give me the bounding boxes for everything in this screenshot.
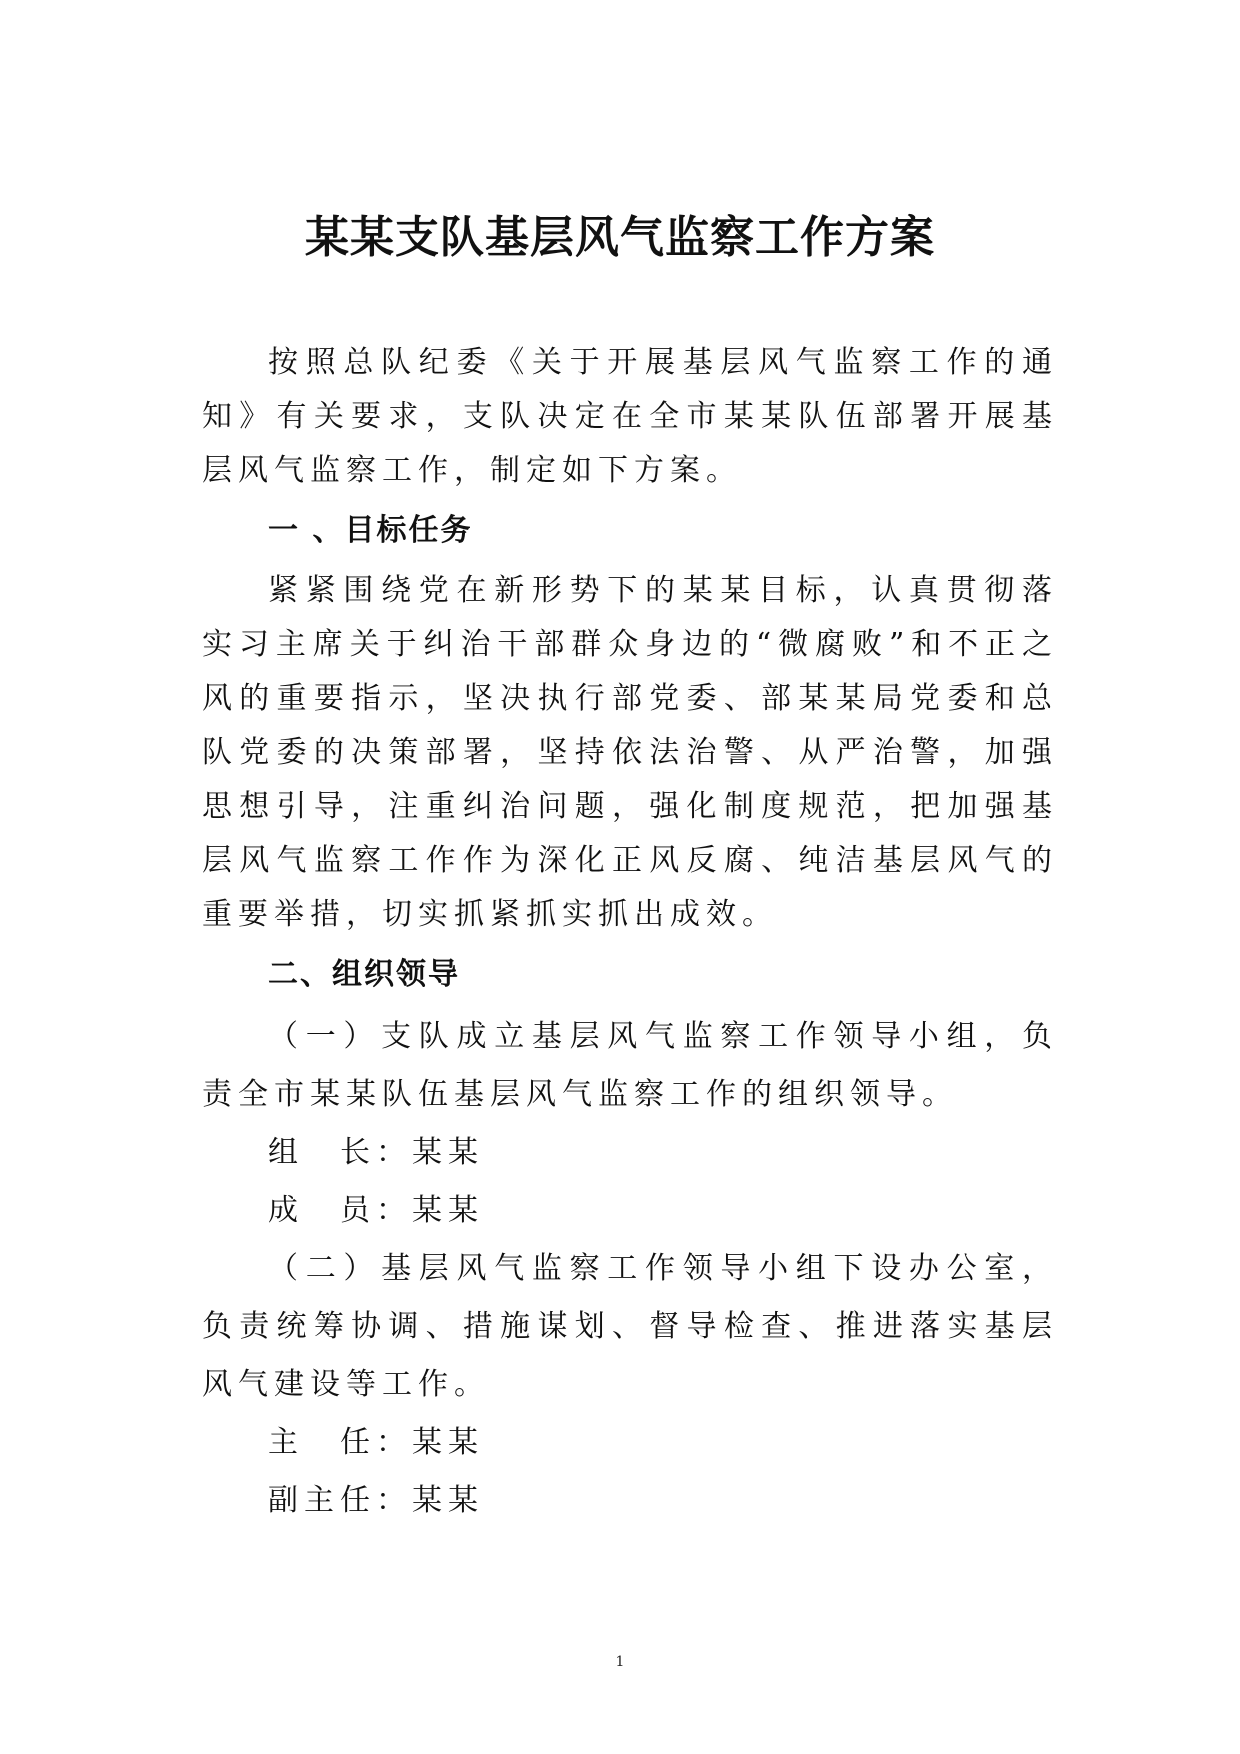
section-heading-goals: 一 、目标任务 — [268, 513, 473, 548]
organization-item-2: （二）基层风气监察工作领导小组下设办公室，负责统筹协调、措施谋划、督导检查、推进落实基层风气建设等工作。 — [202, 1251, 1058, 1402]
role-leader-value: 某某 — [412, 1135, 484, 1170]
role-deputy-value: 某某 — [412, 1483, 484, 1518]
organization-item-1: （一）支队成立基层风气监察工作领导小组，负责全市某某队伍基层风气监察工作的组织领导。 — [202, 1019, 1058, 1112]
role-leader-label: 组 长： — [268, 1135, 412, 1170]
role-leader — [202, 1124, 1058, 1182]
role-deputy-label: 副主任： — [268, 1483, 412, 1518]
role-deputy — [202, 1472, 1058, 1530]
role-director-value: 某某 — [412, 1425, 484, 1460]
role-member-value: 某某 — [412, 1193, 484, 1228]
role-member-label: 成 员： — [268, 1193, 412, 1228]
intro-paragraph: 按照总队纪委《关于开展基层风气监察工作的通知》有关要求，支队决定在全市某某队伍部署开展基层风气监察工作，制定如下方案。 — [202, 345, 1058, 488]
goals-paragraph: 紧紧围绕党在新形势下的某某目标，认真贯彻落实习主席关于纠治干部群众身边的“微腐败”和不正之风的重要指示，坚决执行部党委、部某某局党委和总队党委的决策部署，坚持依法治警、从严治警，加强思想引导，注重纠治问题，强化制度规范，把加强基层风气监察工作作为深化正风反腐、纯洁基层风气的重要举措，切实抓紧抓实抓出成效。 — [202, 573, 1058, 932]
role-director-label: 主 任： — [268, 1425, 412, 1460]
role-director — [202, 1414, 1058, 1472]
document-title: 某某支队基层风气监察工作方案 — [305, 212, 935, 263]
page-number: 1 — [615, 1654, 625, 1670]
section-heading-organization: 二、组织领导 — [268, 957, 460, 992]
document-body — [202, 336, 1058, 1530]
role-member — [202, 1182, 1058, 1240]
